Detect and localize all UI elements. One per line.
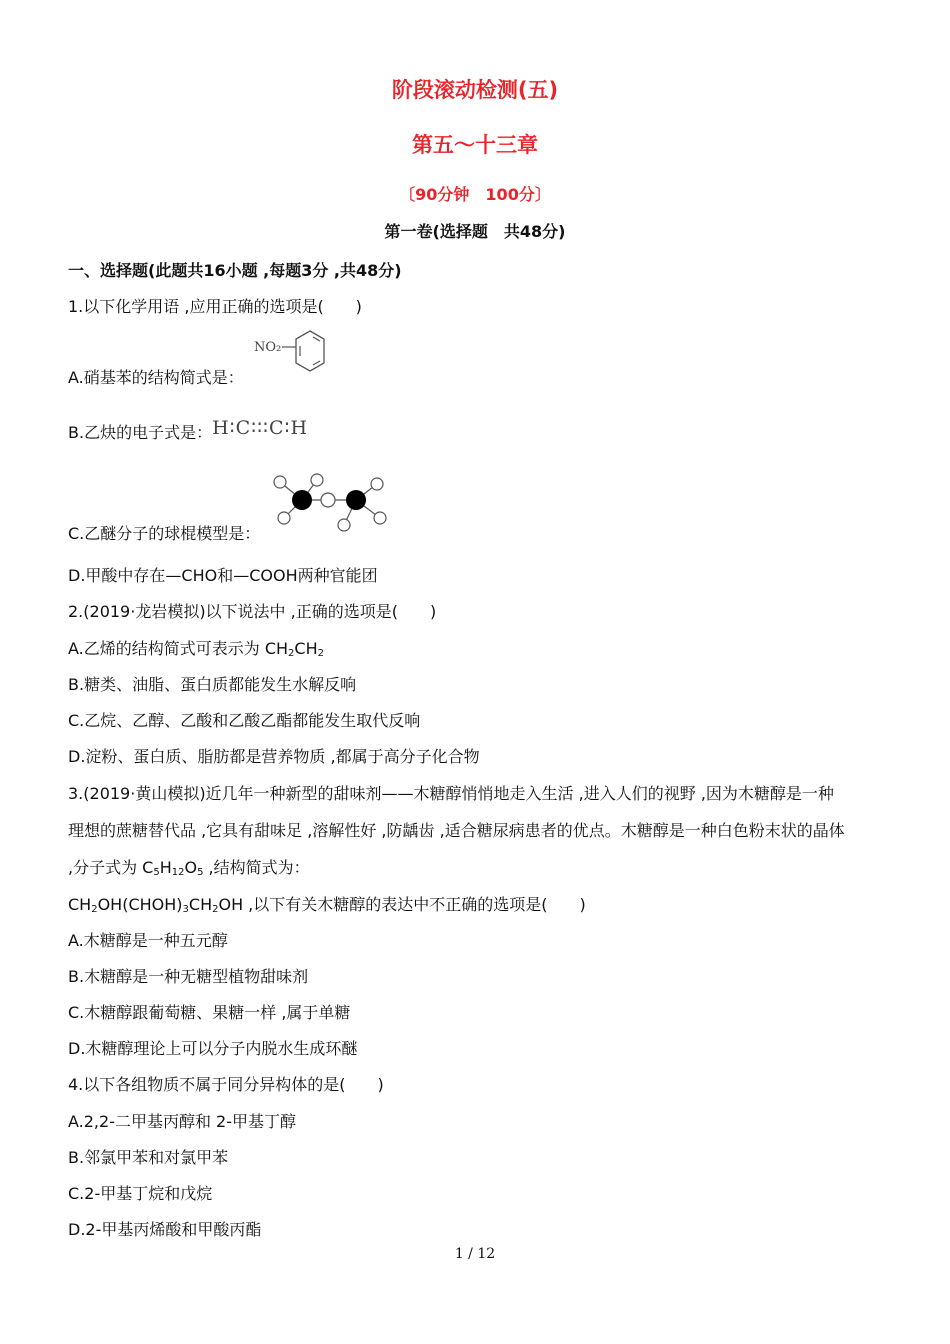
q1-option-d: D.甲酸中存在—CHO和—COOH两种官能团 [68, 566, 378, 585]
q1-stem: 1.以下化学用语 ,应用正确的选项是( ) [68, 297, 362, 316]
q3-option-a: A.木糖醇是一种五元醇 [68, 931, 228, 950]
part-heading: 一、选择题(此题共16小题 ,每题3分 ,共48分) [68, 261, 402, 280]
ether-ball-stick-model-figure [270, 470, 394, 536]
acetylene-electron-formula: H∶C∶∶∶C∶H [212, 417, 309, 439]
q1-option-b-text: B.乙炔的电子式是： [68, 423, 213, 442]
nitrobenzene-structure-figure [252, 326, 342, 382]
q2-option-c: C.乙烷、乙醇、乙酸和乙酸乙酯都能发生取代反响 [68, 711, 421, 730]
time-score: 〔90分钟 100分〕 [399, 185, 551, 204]
q4-option-b: B.邻氯甲苯和对氯甲苯 [68, 1148, 229, 1167]
q3-l3-post: ,结构简式为： [203, 858, 310, 877]
q2-a-text: A.乙烯的结构简式可表示为 CH [68, 639, 289, 658]
q3-option-b: B.木糖醇是一种无糖型植物甜味剂 [68, 967, 309, 986]
q3-l4-p2: OH(CHOH) [97, 895, 183, 914]
q2-option-d: D.淀粉、蛋白质、脂肪都是营养物质 ,都属于高分子化合物 [68, 747, 480, 766]
q2-option-b: B.糖类、油脂、蛋白质都能发生水解反响 [68, 675, 357, 694]
q3-stem-line-2: 理想的蔗糖替代品 ,它具有甜味足 ,溶解性好 ,防龋齿 ,适合糖尿病患者的优点。木糖醇是一种白色粉末状的晶体 [68, 821, 845, 840]
q4-option-c: C.2-甲基丁烷和戊烷 [68, 1184, 213, 1203]
q3-stem-line-3 [68, 855, 310, 878]
q2-a-sub: 2 [288, 648, 295, 659]
q2-stem: 2.(2019·龙岩模拟)以下说法中 ,正确的选项是( ) [68, 602, 437, 621]
q3-l4-s1: 2 [91, 904, 98, 915]
q4-option-a: A.2,2-二甲基丙醇和 2-甲基丁醇 [68, 1112, 297, 1131]
chapter-range: 第五～十三章 [412, 133, 538, 157]
q3-l4-s2: 3 [182, 904, 189, 915]
q2-a-sub-2: 2 [317, 648, 324, 659]
q3-stem-line-1: 3.(2019·黄山模拟)近几年一种新型的甜味剂——木糖醇悄悄地走入生活 ,进入人们的视野 ,因为木糖醇是一种 [68, 784, 834, 803]
q3-l4-p3: CH [188, 895, 213, 914]
q3-stem-line-4 [68, 892, 586, 915]
q4-option-d: D.2-甲基丙烯酸和甲酸丙酯 [68, 1220, 262, 1239]
page-number: 1 / 12 [454, 1246, 496, 1262]
q3-l3-h: H [159, 858, 172, 877]
q1-option-a: A.硝基苯的结构简式是： [68, 368, 244, 387]
section-heading: 第一卷(选择题 共48分) [384, 222, 566, 241]
q3-l4-p4: OH ,以下有关木糖醇的表达中不正确的选项是( ) [218, 895, 586, 914]
q3-l3-s2: 12 [171, 867, 185, 878]
q3-l3-s1: 5 [153, 867, 160, 878]
q3-l3-s3: 5 [197, 867, 204, 878]
q3-l4-p1: CH [68, 895, 92, 914]
q3-l3-o: O [184, 858, 198, 877]
nitro-group-label: NO₂ [254, 340, 282, 355]
q2-a-text-2: CH [294, 639, 318, 658]
q3-l3-a: ,分子式为 C [68, 858, 154, 877]
q4-stem: 4.以下各组物质不属于同分异构体的是( ) [68, 1075, 384, 1094]
document-title: 阶段滚动检测(五) [391, 78, 559, 102]
q1-option-b [68, 417, 309, 443]
q3-option-d: D.木糖醇理论上可以分子内脱水生成环醚 [68, 1039, 358, 1058]
q1-option-c: C.乙醚分子的球棍模型是： [68, 524, 261, 543]
q3-option-c: C.木糖醇跟葡萄糖、果糖一样 ,属于单糖 [68, 1003, 351, 1022]
q2-option-a [68, 636, 324, 659]
q3-l4-s3: 2 [212, 904, 219, 915]
